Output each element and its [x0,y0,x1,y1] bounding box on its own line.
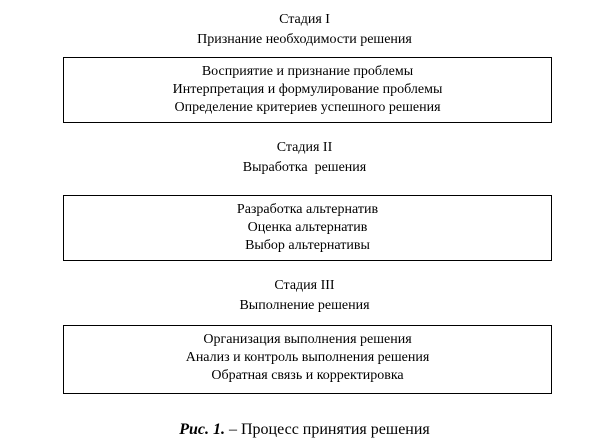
stage-3-item-2: Анализ и контроль выполнения решения [185,350,430,365]
figure-caption-label: Рис. 1. [179,421,225,438]
stage-2-item-3: Выбор альтернативы [245,238,370,253]
stage-2-title: Выработка решения [242,160,367,175]
stage-1-item-3: Определение критериев успешного решения [174,100,441,115]
stage-1-heading: Стадия I [279,12,330,27]
stage-2-heading-block [0,138,609,178]
stage-2-box [63,195,552,261]
stage-3-heading-block [0,276,609,316]
stage-2-heading: Стадия II [276,140,333,155]
stage-3-item-3: Обратная связь и корректировка [211,368,404,383]
stage-1-box [63,57,552,123]
stage-3-title: Выполнение решения [239,298,370,313]
stage-1-item-2: Интерпретация и формулирование проблемы [172,82,443,97]
figure-caption-text: – Процесс принятия решения [224,421,430,438]
stage-1-title: Признание необходимости решения [197,32,412,47]
stage-1-heading-block [0,10,609,50]
stage-3-box [63,325,552,394]
stage-2-item-2: Оценка альтернатив [247,220,368,235]
stage-3-heading: Стадия III [274,278,335,293]
stage-3-item-1: Организация выполнения решения [203,332,412,347]
stage-1-item-1: Восприятие и признание проблемы [201,64,414,79]
figure-caption [0,419,609,441]
stage-2-item-1: Разработка альтернатив [236,202,379,217]
